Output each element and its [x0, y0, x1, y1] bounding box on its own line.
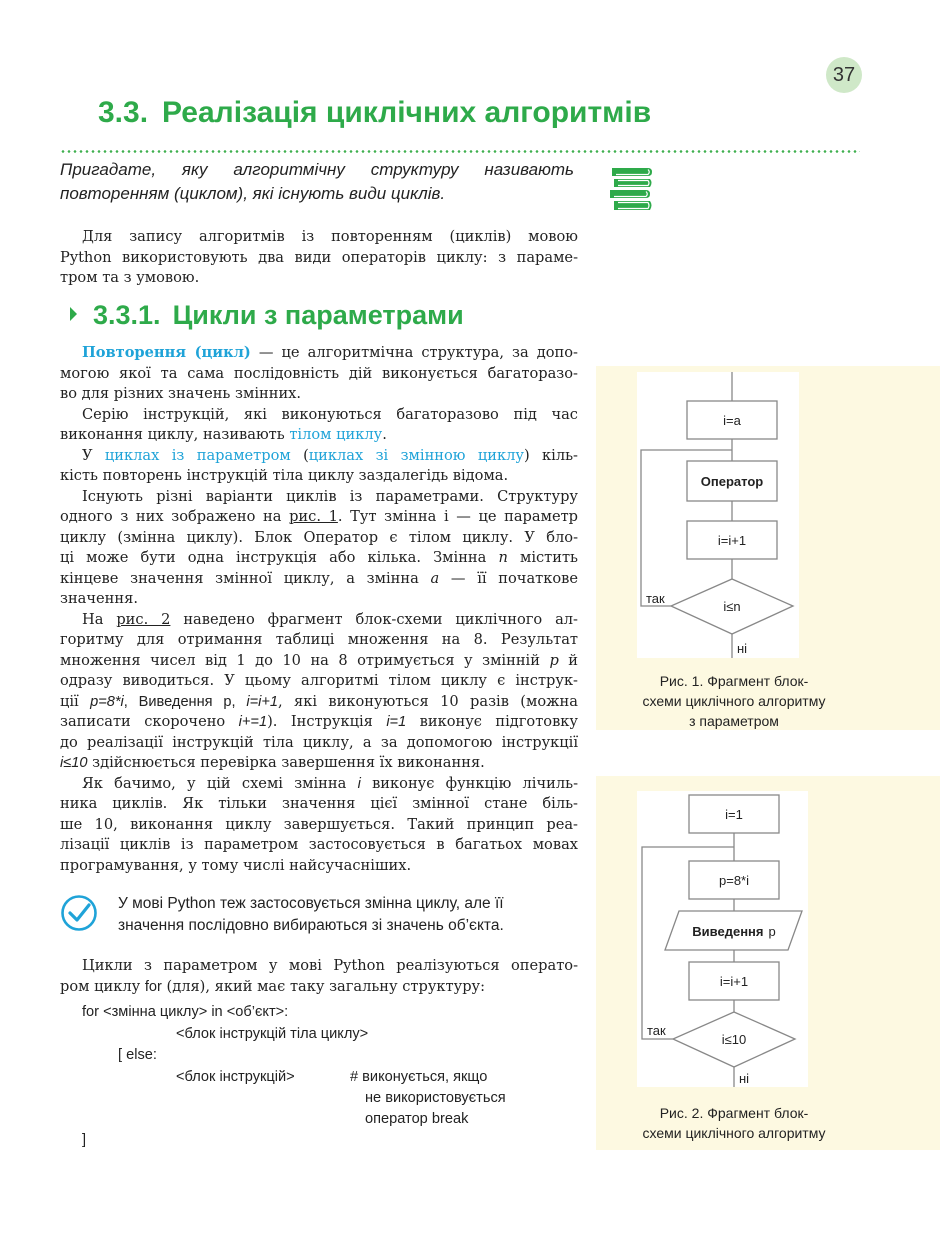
text-line: У циклах із параметром (циклах зі змінною циклу) кіль-	[82, 446, 578, 464]
term-var-loop: циклах зі змінною циклу	[308, 446, 524, 464]
caption-line: схеми циклічного алгоритму	[642, 693, 826, 709]
definition-line: Повторення (цикл) — це алгоритмічна структура, за допо-	[82, 344, 578, 361]
triangle-bullet-icon	[70, 307, 77, 321]
section-title: Реалізація циклічних алгоритмів	[162, 96, 652, 129]
text-line: Серію інструкцій, які виконуються багаторазово під час	[82, 405, 578, 423]
code-comment-1: # виконується, якщо	[350, 1069, 488, 1085]
text-line: Для запису алгоритмів із повторенням (циклів) мовою	[82, 228, 578, 245]
text-line: могою якої та сама послідовність дій виконується багаторазо-	[60, 364, 578, 382]
term-repetition: Повторення (цикл)	[82, 344, 251, 361]
text-line: записати скорочено i+=1). Інструкція i=1 виконує підготовку	[60, 713, 578, 730]
text-line: кінцеве значення змінної циклу, а змінна a — її початкове	[60, 569, 578, 587]
text-line: Існують різні варіанти циклів із параметрами. Структуру	[82, 487, 578, 505]
intro-text	[60, 158, 574, 206]
text-line: програмування, у тому числі найсучасніших.	[60, 856, 412, 874]
text-line: до реалізації інструкцій тіла циклу, а за допомогою інструкції	[60, 733, 578, 751]
caption-line: з параметром	[689, 713, 779, 729]
fc2-calc-label: p=8*i	[719, 873, 749, 888]
text-line: значення.	[60, 590, 138, 607]
page-number: 37	[826, 57, 862, 93]
code-line-7: ]	[82, 1132, 87, 1148]
section-heading	[98, 96, 651, 130]
fc2-no-label: ні	[739, 1071, 750, 1086]
caption-line: Рис. 1. Фрагмент блок-	[659, 673, 809, 689]
text-line: одного з них зображено на рис. 1. Тут змінна i — це параметр	[60, 508, 578, 525]
text-line: ції p=8*i, Виведення р, i=i+1, які виконуються 10 разів (можна	[60, 692, 578, 710]
fc1-init-label: i=a	[723, 413, 741, 428]
fig1-reference-link[interactable]: рис. 1	[289, 508, 338, 525]
code-line-1: for <змінна циклу> in <об’єкт>:	[82, 1004, 289, 1020]
figure-2-caption	[596, 1103, 872, 1143]
fc1-step-label: i=i+1	[717, 533, 747, 548]
figure-1-caption	[596, 671, 872, 731]
text-line: ром циклу for (для), який має таку загальну структуру:	[60, 977, 486, 995]
fc2-output-label: Виведення р	[692, 924, 776, 939]
fc1-cond-label: i≤n	[723, 599, 741, 614]
text-line: Цикли з параметром у мові Python реалізуються операто-	[82, 957, 578, 974]
flowchart-2	[637, 791, 808, 1087]
dotted-divider	[60, 150, 860, 153]
fc1-no-label: ні	[737, 641, 748, 656]
code-line-2: <блок інструкцій тіла циклу>	[176, 1026, 369, 1042]
text-line: Як бачимо, у цій схемі змінна i виконує функцію лічиль-	[82, 774, 578, 792]
text-line: циклу (змінна циклу). Блок Оператор є тілом циклу. У бло-	[60, 528, 578, 546]
caption-line: Рис. 2. Фрагмент блок-	[659, 1105, 809, 1121]
paragraph-intro	[60, 227, 578, 289]
text-line: ці може бути одна інструкція або кілька. Змінна n містить	[60, 549, 578, 566]
text-line: Python використовують два види операторів циклу: з параме-	[60, 248, 578, 266]
code-comment-3: оператор break	[365, 1111, 469, 1127]
fc1-body-label: Оператор	[700, 474, 764, 489]
caption-line: схеми циклічного алгоритму	[642, 1125, 826, 1141]
subsection-number: 3.3.1.	[93, 300, 161, 330]
term-loop-body: тілом циклу	[289, 426, 383, 443]
term-param-loop: циклах із параметром	[104, 446, 291, 464]
books-icon	[606, 166, 656, 214]
note-text	[118, 893, 578, 937]
subsection-heading	[70, 300, 464, 331]
fc2-cond-label: i≤10	[721, 1032, 747, 1047]
text-line: горитму для отримання таблиці множення на 8. Результат	[60, 631, 578, 648]
text-line: ника циклів. Як тільки значення цієї змінної стане біль-	[60, 795, 578, 812]
code-line-3: [ else:	[118, 1047, 157, 1063]
flowchart-1	[637, 372, 799, 658]
section-number: 3.3.	[98, 96, 149, 129]
text-line: значення послідовно вибираються зі значень об’єкта.	[118, 917, 504, 934]
text-line: На рис. 2 наведено фрагмент блок-схеми циклічного ал-	[82, 610, 578, 628]
fc2-init-label: i=1	[725, 807, 743, 822]
fc2-yes-label: так	[647, 1023, 666, 1038]
text-line: лізації циклів із параметром застосовується в багатьох мовах	[60, 836, 578, 853]
fig2-reference-link[interactable]: рис. 2	[116, 610, 171, 628]
code-comment-2: не використовується	[365, 1090, 506, 1106]
text-line: множення чисел від 1 до 10 на 8 отримується у змінній p й	[60, 651, 578, 669]
subsection-title: Цикли з параметрами	[172, 300, 464, 330]
code-line-4: <блок інструкцій>	[176, 1069, 295, 1085]
fc2-step-label: i=i+1	[719, 974, 749, 989]
text-line: ше 10, виконання циклу завершується. Такий принцип реа-	[60, 815, 578, 833]
main-body	[60, 343, 578, 876]
text-line: одразу виводиться. У цьому алгоритмі тілом циклу є інструк-	[60, 672, 578, 689]
checkmark-icon	[60, 894, 98, 932]
text-line: У мові Python теж застосовується змінна циклу, але її	[118, 895, 504, 912]
fc1-yes-label: так	[646, 591, 665, 606]
text-line: кість повторень інструкцій тіла циклу заздалегідь відома.	[60, 467, 509, 484]
intro-line: повторенням (циклом), які існують види циклів.	[60, 184, 446, 203]
text-line: виконання циклу, називають тілом циклу.	[60, 426, 387, 443]
text-line: во для різних значень змінних.	[60, 385, 302, 402]
intro-line: Пригадате, яку алгоритмічну структуру називають	[60, 160, 574, 179]
text-line: тром та з умовою.	[60, 269, 200, 286]
text-line: i≤10 здійснюється перевірка завершення їх виконання.	[60, 754, 485, 771]
paragraph-for	[60, 956, 578, 997]
